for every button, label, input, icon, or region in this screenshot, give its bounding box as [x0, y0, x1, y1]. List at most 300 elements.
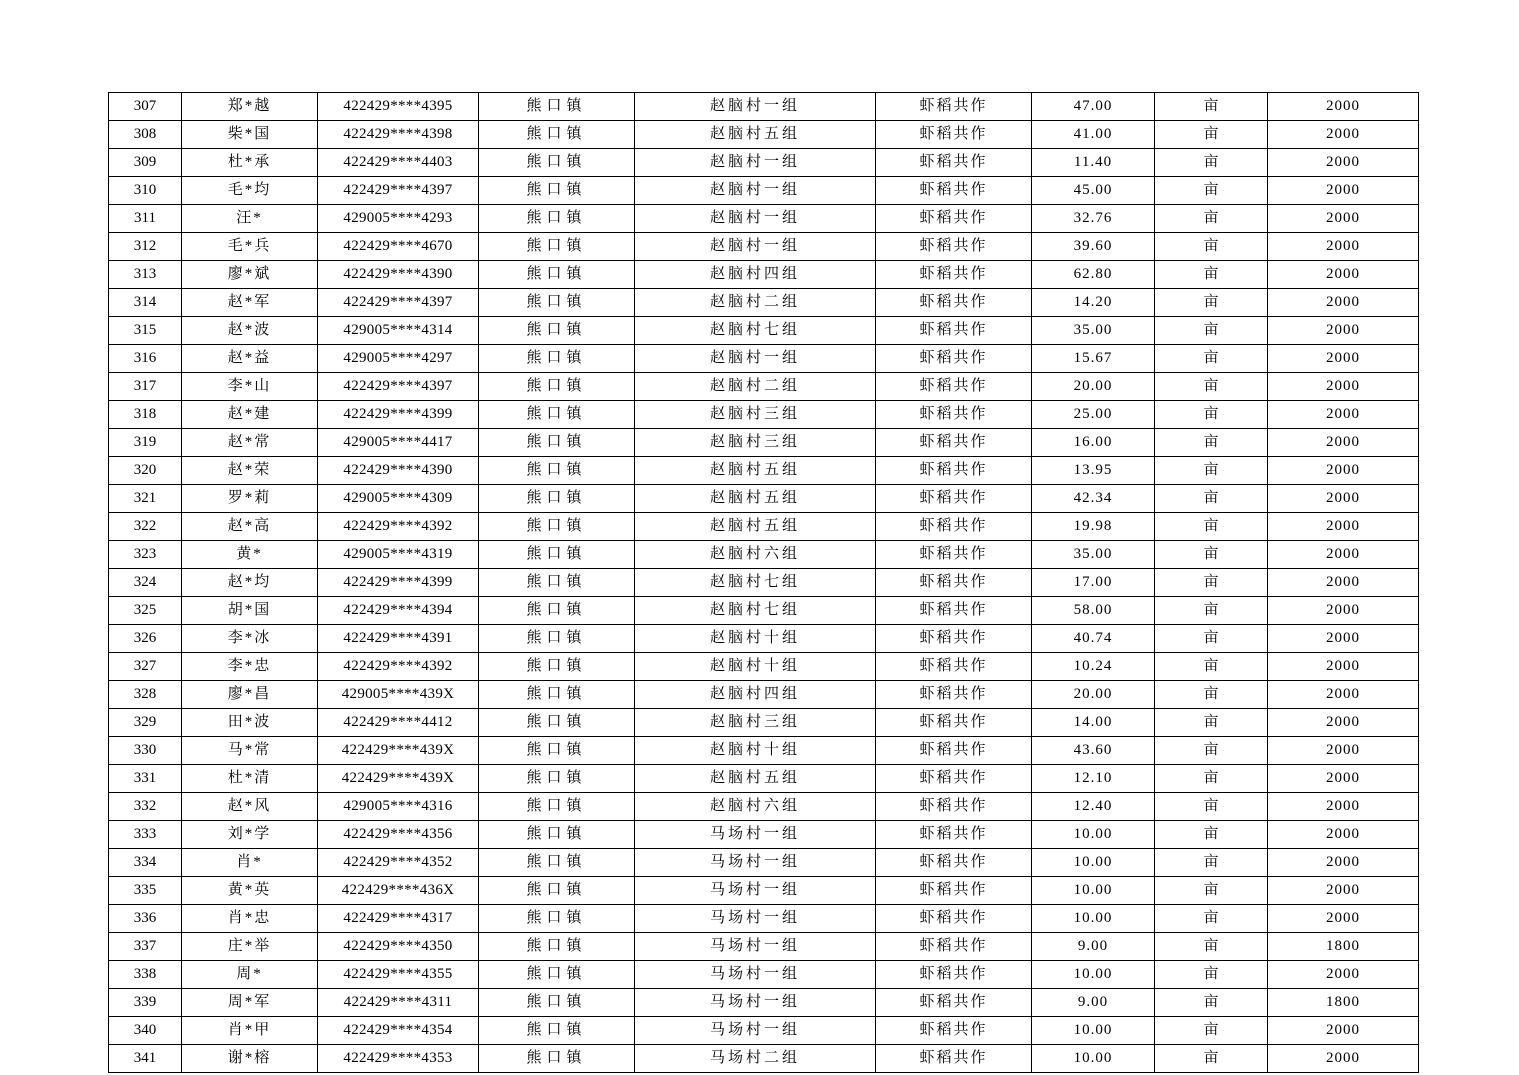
cell-village-group: 赵脑村一组	[635, 149, 876, 177]
cell-area: 39.60	[1032, 233, 1155, 261]
cell-type: 虾稻共作	[876, 541, 1032, 569]
cell-township: 熊口镇	[479, 877, 635, 905]
cell-name: 肖*	[182, 849, 318, 877]
cell-id-number: 422429****4354	[318, 1017, 479, 1045]
cell-amount: 2000	[1268, 793, 1419, 821]
cell-unit: 亩	[1155, 821, 1268, 849]
table-row	[109, 429, 1419, 457]
cell-township: 熊口镇	[479, 401, 635, 429]
cell-name: 赵*益	[182, 345, 318, 373]
cell-amount: 2000	[1268, 961, 1419, 989]
cell-index: 320	[109, 457, 182, 485]
cell-name: 周*	[182, 961, 318, 989]
cell-index: 338	[109, 961, 182, 989]
cell-amount: 2000	[1268, 905, 1419, 933]
cell-name: 李*冰	[182, 625, 318, 653]
cell-type: 虾稻共作	[876, 653, 1032, 681]
cell-amount: 2000	[1268, 1045, 1419, 1073]
cell-area: 47.00	[1032, 93, 1155, 121]
cell-name: 罗*莉	[182, 485, 318, 513]
cell-id-number: 422429****439X	[318, 765, 479, 793]
cell-amount: 2000	[1268, 513, 1419, 541]
cell-area: 17.00	[1032, 569, 1155, 597]
cell-township: 熊口镇	[479, 961, 635, 989]
cell-type: 虾稻共作	[876, 569, 1032, 597]
cell-unit: 亩	[1155, 1045, 1268, 1073]
cell-name: 柴*国	[182, 121, 318, 149]
cell-area: 40.74	[1032, 625, 1155, 653]
cell-unit: 亩	[1155, 93, 1268, 121]
cell-index: 314	[109, 289, 182, 317]
cell-area: 10.00	[1032, 905, 1155, 933]
cell-type: 虾稻共作	[876, 681, 1032, 709]
cell-type: 虾稻共作	[876, 597, 1032, 625]
table-row	[109, 1017, 1419, 1045]
cell-name: 庄*举	[182, 933, 318, 961]
cell-township: 熊口镇	[479, 121, 635, 149]
cell-index: 324	[109, 569, 182, 597]
cell-id-number: 422429****4311	[318, 989, 479, 1017]
cell-village-group: 赵脑村七组	[635, 569, 876, 597]
cell-unit: 亩	[1155, 177, 1268, 205]
cell-area: 10.00	[1032, 1017, 1155, 1045]
cell-id-number: 429005****4316	[318, 793, 479, 821]
cell-amount: 1800	[1268, 989, 1419, 1017]
cell-area: 41.00	[1032, 121, 1155, 149]
cell-village-group: 赵脑村十组	[635, 737, 876, 765]
cell-amount: 2000	[1268, 709, 1419, 737]
cell-area: 32.76	[1032, 205, 1155, 233]
cell-village-group: 赵脑村二组	[635, 373, 876, 401]
cell-id-number: 422429****4403	[318, 149, 479, 177]
cell-index: 307	[109, 93, 182, 121]
cell-amount: 2000	[1268, 401, 1419, 429]
table-row	[109, 317, 1419, 345]
cell-area: 45.00	[1032, 177, 1155, 205]
cell-village-group: 赵脑村五组	[635, 121, 876, 149]
cell-index: 313	[109, 261, 182, 289]
cell-index: 317	[109, 373, 182, 401]
cell-village-group: 赵脑村四组	[635, 261, 876, 289]
cell-id-number: 422429****4355	[318, 961, 479, 989]
cell-amount: 2000	[1268, 345, 1419, 373]
cell-village-group: 赵脑村四组	[635, 681, 876, 709]
cell-id-number: 422429****4353	[318, 1045, 479, 1073]
table-row	[109, 205, 1419, 233]
cell-township: 熊口镇	[479, 345, 635, 373]
cell-township: 熊口镇	[479, 821, 635, 849]
table-row	[109, 177, 1419, 205]
cell-village-group: 马场村一组	[635, 821, 876, 849]
cell-township: 熊口镇	[479, 737, 635, 765]
cell-type: 虾稻共作	[876, 93, 1032, 121]
cell-village-group: 马场村一组	[635, 905, 876, 933]
cell-type: 虾稻共作	[876, 233, 1032, 261]
cell-amount: 2000	[1268, 457, 1419, 485]
cell-township: 熊口镇	[479, 513, 635, 541]
cell-id-number: 429005****4417	[318, 429, 479, 457]
cell-index: 341	[109, 1045, 182, 1073]
cell-name: 杜*清	[182, 765, 318, 793]
cell-name: 马*常	[182, 737, 318, 765]
cell-index: 318	[109, 401, 182, 429]
cell-index: 315	[109, 317, 182, 345]
table-row	[109, 289, 1419, 317]
table-row	[109, 93, 1419, 121]
cell-name: 赵*建	[182, 401, 318, 429]
cell-id-number: 429005****4309	[318, 485, 479, 513]
cell-type: 虾稻共作	[876, 345, 1032, 373]
cell-amount: 2000	[1268, 233, 1419, 261]
cell-area: 43.60	[1032, 737, 1155, 765]
cell-index: 334	[109, 849, 182, 877]
cell-village-group: 赵脑村五组	[635, 765, 876, 793]
table-row	[109, 877, 1419, 905]
cell-unit: 亩	[1155, 205, 1268, 233]
table-row	[109, 345, 1419, 373]
cell-area: 20.00	[1032, 373, 1155, 401]
cell-amount: 2000	[1268, 121, 1419, 149]
cell-township: 熊口镇	[479, 1017, 635, 1045]
cell-id-number: 422429****4390	[318, 261, 479, 289]
cell-name: 郑*越	[182, 93, 318, 121]
cell-type: 虾稻共作	[876, 989, 1032, 1017]
cell-type: 虾稻共作	[876, 821, 1032, 849]
cell-unit: 亩	[1155, 485, 1268, 513]
cell-type: 虾稻共作	[876, 317, 1032, 345]
cell-id-number: 422429****4397	[318, 177, 479, 205]
cell-village-group: 马场村二组	[635, 1045, 876, 1073]
cell-unit: 亩	[1155, 513, 1268, 541]
cell-village-group: 赵脑村五组	[635, 513, 876, 541]
cell-index: 331	[109, 765, 182, 793]
cell-index: 328	[109, 681, 182, 709]
cell-township: 熊口镇	[479, 177, 635, 205]
cell-index: 325	[109, 597, 182, 625]
cell-village-group: 马场村一组	[635, 1017, 876, 1045]
cell-id-number: 422429****4399	[318, 569, 479, 597]
cell-village-group: 赵脑村五组	[635, 457, 876, 485]
cell-unit: 亩	[1155, 233, 1268, 261]
cell-unit: 亩	[1155, 457, 1268, 485]
cell-unit: 亩	[1155, 905, 1268, 933]
cell-township: 熊口镇	[479, 765, 635, 793]
table-row	[109, 681, 1419, 709]
cell-id-number: 422429****4356	[318, 821, 479, 849]
cell-township: 熊口镇	[479, 597, 635, 625]
cell-name: 谢*榕	[182, 1045, 318, 1073]
cell-unit: 亩	[1155, 569, 1268, 597]
cell-unit: 亩	[1155, 625, 1268, 653]
table-row	[109, 989, 1419, 1017]
cell-unit: 亩	[1155, 737, 1268, 765]
cell-amount: 2000	[1268, 681, 1419, 709]
cell-village-group: 赵脑村三组	[635, 709, 876, 737]
cell-type: 虾稻共作	[876, 961, 1032, 989]
cell-index: 329	[109, 709, 182, 737]
cell-area: 35.00	[1032, 541, 1155, 569]
cell-index: 310	[109, 177, 182, 205]
cell-id-number: 422429****439X	[318, 737, 479, 765]
table-row	[109, 709, 1419, 737]
cell-name: 汪*	[182, 205, 318, 233]
cell-township: 熊口镇	[479, 261, 635, 289]
cell-township: 熊口镇	[479, 653, 635, 681]
cell-area: 10.00	[1032, 821, 1155, 849]
cell-unit: 亩	[1155, 597, 1268, 625]
cell-village-group: 赵脑村三组	[635, 401, 876, 429]
cell-type: 虾稻共作	[876, 709, 1032, 737]
cell-village-group: 赵脑村三组	[635, 429, 876, 457]
cell-area: 12.10	[1032, 765, 1155, 793]
cell-amount: 2000	[1268, 177, 1419, 205]
cell-village-group: 马场村一组	[635, 877, 876, 905]
cell-index: 327	[109, 653, 182, 681]
cell-unit: 亩	[1155, 877, 1268, 905]
cell-amount: 2000	[1268, 849, 1419, 877]
cell-id-number: 422429****4350	[318, 933, 479, 961]
cell-township: 熊口镇	[479, 569, 635, 597]
cell-village-group: 赵脑村七组	[635, 317, 876, 345]
cell-amount: 2000	[1268, 429, 1419, 457]
cell-id-number: 422429****4390	[318, 457, 479, 485]
cell-township: 熊口镇	[479, 205, 635, 233]
cell-unit: 亩	[1155, 317, 1268, 345]
cell-area: 14.00	[1032, 709, 1155, 737]
cell-area: 58.00	[1032, 597, 1155, 625]
cell-area: 19.98	[1032, 513, 1155, 541]
cell-index: 333	[109, 821, 182, 849]
table-row	[109, 961, 1419, 989]
cell-id-number: 422429****4412	[318, 709, 479, 737]
cell-unit: 亩	[1155, 681, 1268, 709]
cell-township: 熊口镇	[479, 373, 635, 401]
table-row	[109, 485, 1419, 513]
cell-amount: 2000	[1268, 765, 1419, 793]
cell-index: 337	[109, 933, 182, 961]
cell-name: 廖*斌	[182, 261, 318, 289]
cell-unit: 亩	[1155, 653, 1268, 681]
cell-area: 35.00	[1032, 317, 1155, 345]
cell-area: 20.00	[1032, 681, 1155, 709]
table-row	[109, 597, 1419, 625]
table-row	[109, 457, 1419, 485]
cell-amount: 2000	[1268, 1017, 1419, 1045]
cell-amount: 2000	[1268, 737, 1419, 765]
cell-village-group: 赵脑村一组	[635, 177, 876, 205]
cell-amount: 2000	[1268, 485, 1419, 513]
cell-area: 12.40	[1032, 793, 1155, 821]
cell-id-number: 422429****4392	[318, 513, 479, 541]
cell-township: 熊口镇	[479, 485, 635, 513]
cell-unit: 亩	[1155, 541, 1268, 569]
cell-type: 虾稻共作	[876, 737, 1032, 765]
cell-amount: 2000	[1268, 597, 1419, 625]
cell-unit: 亩	[1155, 765, 1268, 793]
cell-type: 虾稻共作	[876, 933, 1032, 961]
table-row	[109, 261, 1419, 289]
cell-id-number: 422429****4670	[318, 233, 479, 261]
cell-name: 黄*	[182, 541, 318, 569]
cell-township: 熊口镇	[479, 933, 635, 961]
cell-township: 熊口镇	[479, 457, 635, 485]
cell-area: 42.34	[1032, 485, 1155, 513]
cell-township: 熊口镇	[479, 681, 635, 709]
cell-type: 虾稻共作	[876, 1017, 1032, 1045]
cell-amount: 2000	[1268, 877, 1419, 905]
cell-index: 340	[109, 1017, 182, 1045]
cell-name: 胡*国	[182, 597, 318, 625]
cell-township: 熊口镇	[479, 317, 635, 345]
cell-village-group: 赵脑村一组	[635, 233, 876, 261]
cell-type: 虾稻共作	[876, 205, 1032, 233]
cell-name: 赵*风	[182, 793, 318, 821]
cell-name: 黄*英	[182, 877, 318, 905]
cell-type: 虾稻共作	[876, 905, 1032, 933]
cell-index: 336	[109, 905, 182, 933]
cell-id-number: 429005****4297	[318, 345, 479, 373]
cell-name: 刘*学	[182, 821, 318, 849]
cell-unit: 亩	[1155, 373, 1268, 401]
table-row	[109, 849, 1419, 877]
cell-id-number: 429005****4293	[318, 205, 479, 233]
cell-unit: 亩	[1155, 989, 1268, 1017]
cell-township: 熊口镇	[479, 429, 635, 457]
table-row	[109, 933, 1419, 961]
cell-area: 62.80	[1032, 261, 1155, 289]
cell-amount: 2000	[1268, 625, 1419, 653]
cell-village-group: 赵脑村一组	[635, 93, 876, 121]
cell-type: 虾稻共作	[876, 373, 1032, 401]
cell-township: 熊口镇	[479, 1045, 635, 1073]
cell-amount: 2000	[1268, 653, 1419, 681]
cell-village-group: 赵脑村一组	[635, 345, 876, 373]
table-row	[109, 569, 1419, 597]
cell-village-group: 马场村一组	[635, 961, 876, 989]
cell-township: 熊口镇	[479, 709, 635, 737]
cell-id-number: 422429****4397	[318, 373, 479, 401]
cell-village-group: 赵脑村六组	[635, 541, 876, 569]
cell-index: 321	[109, 485, 182, 513]
cell-area: 10.24	[1032, 653, 1155, 681]
table-row	[109, 793, 1419, 821]
cell-type: 虾稻共作	[876, 429, 1032, 457]
table-row	[109, 121, 1419, 149]
cell-township: 熊口镇	[479, 233, 635, 261]
cell-index: 322	[109, 513, 182, 541]
cell-township: 熊口镇	[479, 93, 635, 121]
subsidy-table	[108, 92, 1419, 1073]
table-row	[109, 233, 1419, 261]
cell-village-group: 赵脑村五组	[635, 485, 876, 513]
cell-village-group: 赵脑村六组	[635, 793, 876, 821]
cell-type: 虾稻共作	[876, 625, 1032, 653]
cell-name: 周*军	[182, 989, 318, 1017]
cell-unit: 亩	[1155, 345, 1268, 373]
cell-type: 虾稻共作	[876, 457, 1032, 485]
cell-township: 熊口镇	[479, 541, 635, 569]
cell-name: 赵*军	[182, 289, 318, 317]
cell-name: 肖*甲	[182, 1017, 318, 1045]
cell-index: 339	[109, 989, 182, 1017]
table-row	[109, 653, 1419, 681]
table-row	[109, 765, 1419, 793]
cell-township: 熊口镇	[479, 625, 635, 653]
cell-index: 316	[109, 345, 182, 373]
cell-index: 330	[109, 737, 182, 765]
cell-name: 廖*昌	[182, 681, 318, 709]
cell-amount: 2000	[1268, 93, 1419, 121]
table-body	[109, 93, 1419, 1073]
cell-area: 16.00	[1032, 429, 1155, 457]
cell-amount: 2000	[1268, 289, 1419, 317]
cell-unit: 亩	[1155, 401, 1268, 429]
table-row	[109, 905, 1419, 933]
cell-area: 9.00	[1032, 989, 1155, 1017]
cell-amount: 2000	[1268, 821, 1419, 849]
cell-name: 赵*荣	[182, 457, 318, 485]
cell-id-number: 422429****4398	[318, 121, 479, 149]
cell-name: 毛*均	[182, 177, 318, 205]
cell-village-group: 马场村一组	[635, 933, 876, 961]
cell-village-group: 赵脑村七组	[635, 597, 876, 625]
cell-id-number: 422429****4391	[318, 625, 479, 653]
cell-type: 虾稻共作	[876, 849, 1032, 877]
cell-unit: 亩	[1155, 709, 1268, 737]
cell-id-number: 422429****4399	[318, 401, 479, 429]
cell-name: 杜*承	[182, 149, 318, 177]
cell-village-group: 赵脑村十组	[635, 625, 876, 653]
cell-area: 10.00	[1032, 849, 1155, 877]
cell-amount: 2000	[1268, 373, 1419, 401]
cell-amount: 2000	[1268, 541, 1419, 569]
cell-area: 14.20	[1032, 289, 1155, 317]
subsidy-table-container	[108, 92, 1409, 1073]
cell-township: 熊口镇	[479, 149, 635, 177]
cell-unit: 亩	[1155, 933, 1268, 961]
table-row	[109, 1045, 1419, 1073]
cell-name: 赵*高	[182, 513, 318, 541]
cell-township: 熊口镇	[479, 989, 635, 1017]
cell-name: 赵*均	[182, 569, 318, 597]
cell-unit: 亩	[1155, 961, 1268, 989]
cell-village-group: 赵脑村一组	[635, 205, 876, 233]
cell-type: 虾稻共作	[876, 149, 1032, 177]
cell-unit: 亩	[1155, 121, 1268, 149]
cell-type: 虾稻共作	[876, 261, 1032, 289]
cell-name: 赵*常	[182, 429, 318, 457]
cell-village-group: 马场村一组	[635, 989, 876, 1017]
cell-name: 肖*忠	[182, 905, 318, 933]
cell-area: 10.00	[1032, 961, 1155, 989]
table-row	[109, 821, 1419, 849]
cell-type: 虾稻共作	[876, 121, 1032, 149]
cell-index: 311	[109, 205, 182, 233]
cell-type: 虾稻共作	[876, 793, 1032, 821]
cell-id-number: 429005****4314	[318, 317, 479, 345]
cell-unit: 亩	[1155, 149, 1268, 177]
cell-unit: 亩	[1155, 261, 1268, 289]
cell-id-number: 422429****4397	[318, 289, 479, 317]
cell-index: 319	[109, 429, 182, 457]
cell-id-number: 422429****4317	[318, 905, 479, 933]
cell-name: 田*波	[182, 709, 318, 737]
cell-index: 326	[109, 625, 182, 653]
cell-area: 25.00	[1032, 401, 1155, 429]
cell-township: 熊口镇	[479, 793, 635, 821]
cell-area: 13.95	[1032, 457, 1155, 485]
cell-village-group: 赵脑村十组	[635, 653, 876, 681]
